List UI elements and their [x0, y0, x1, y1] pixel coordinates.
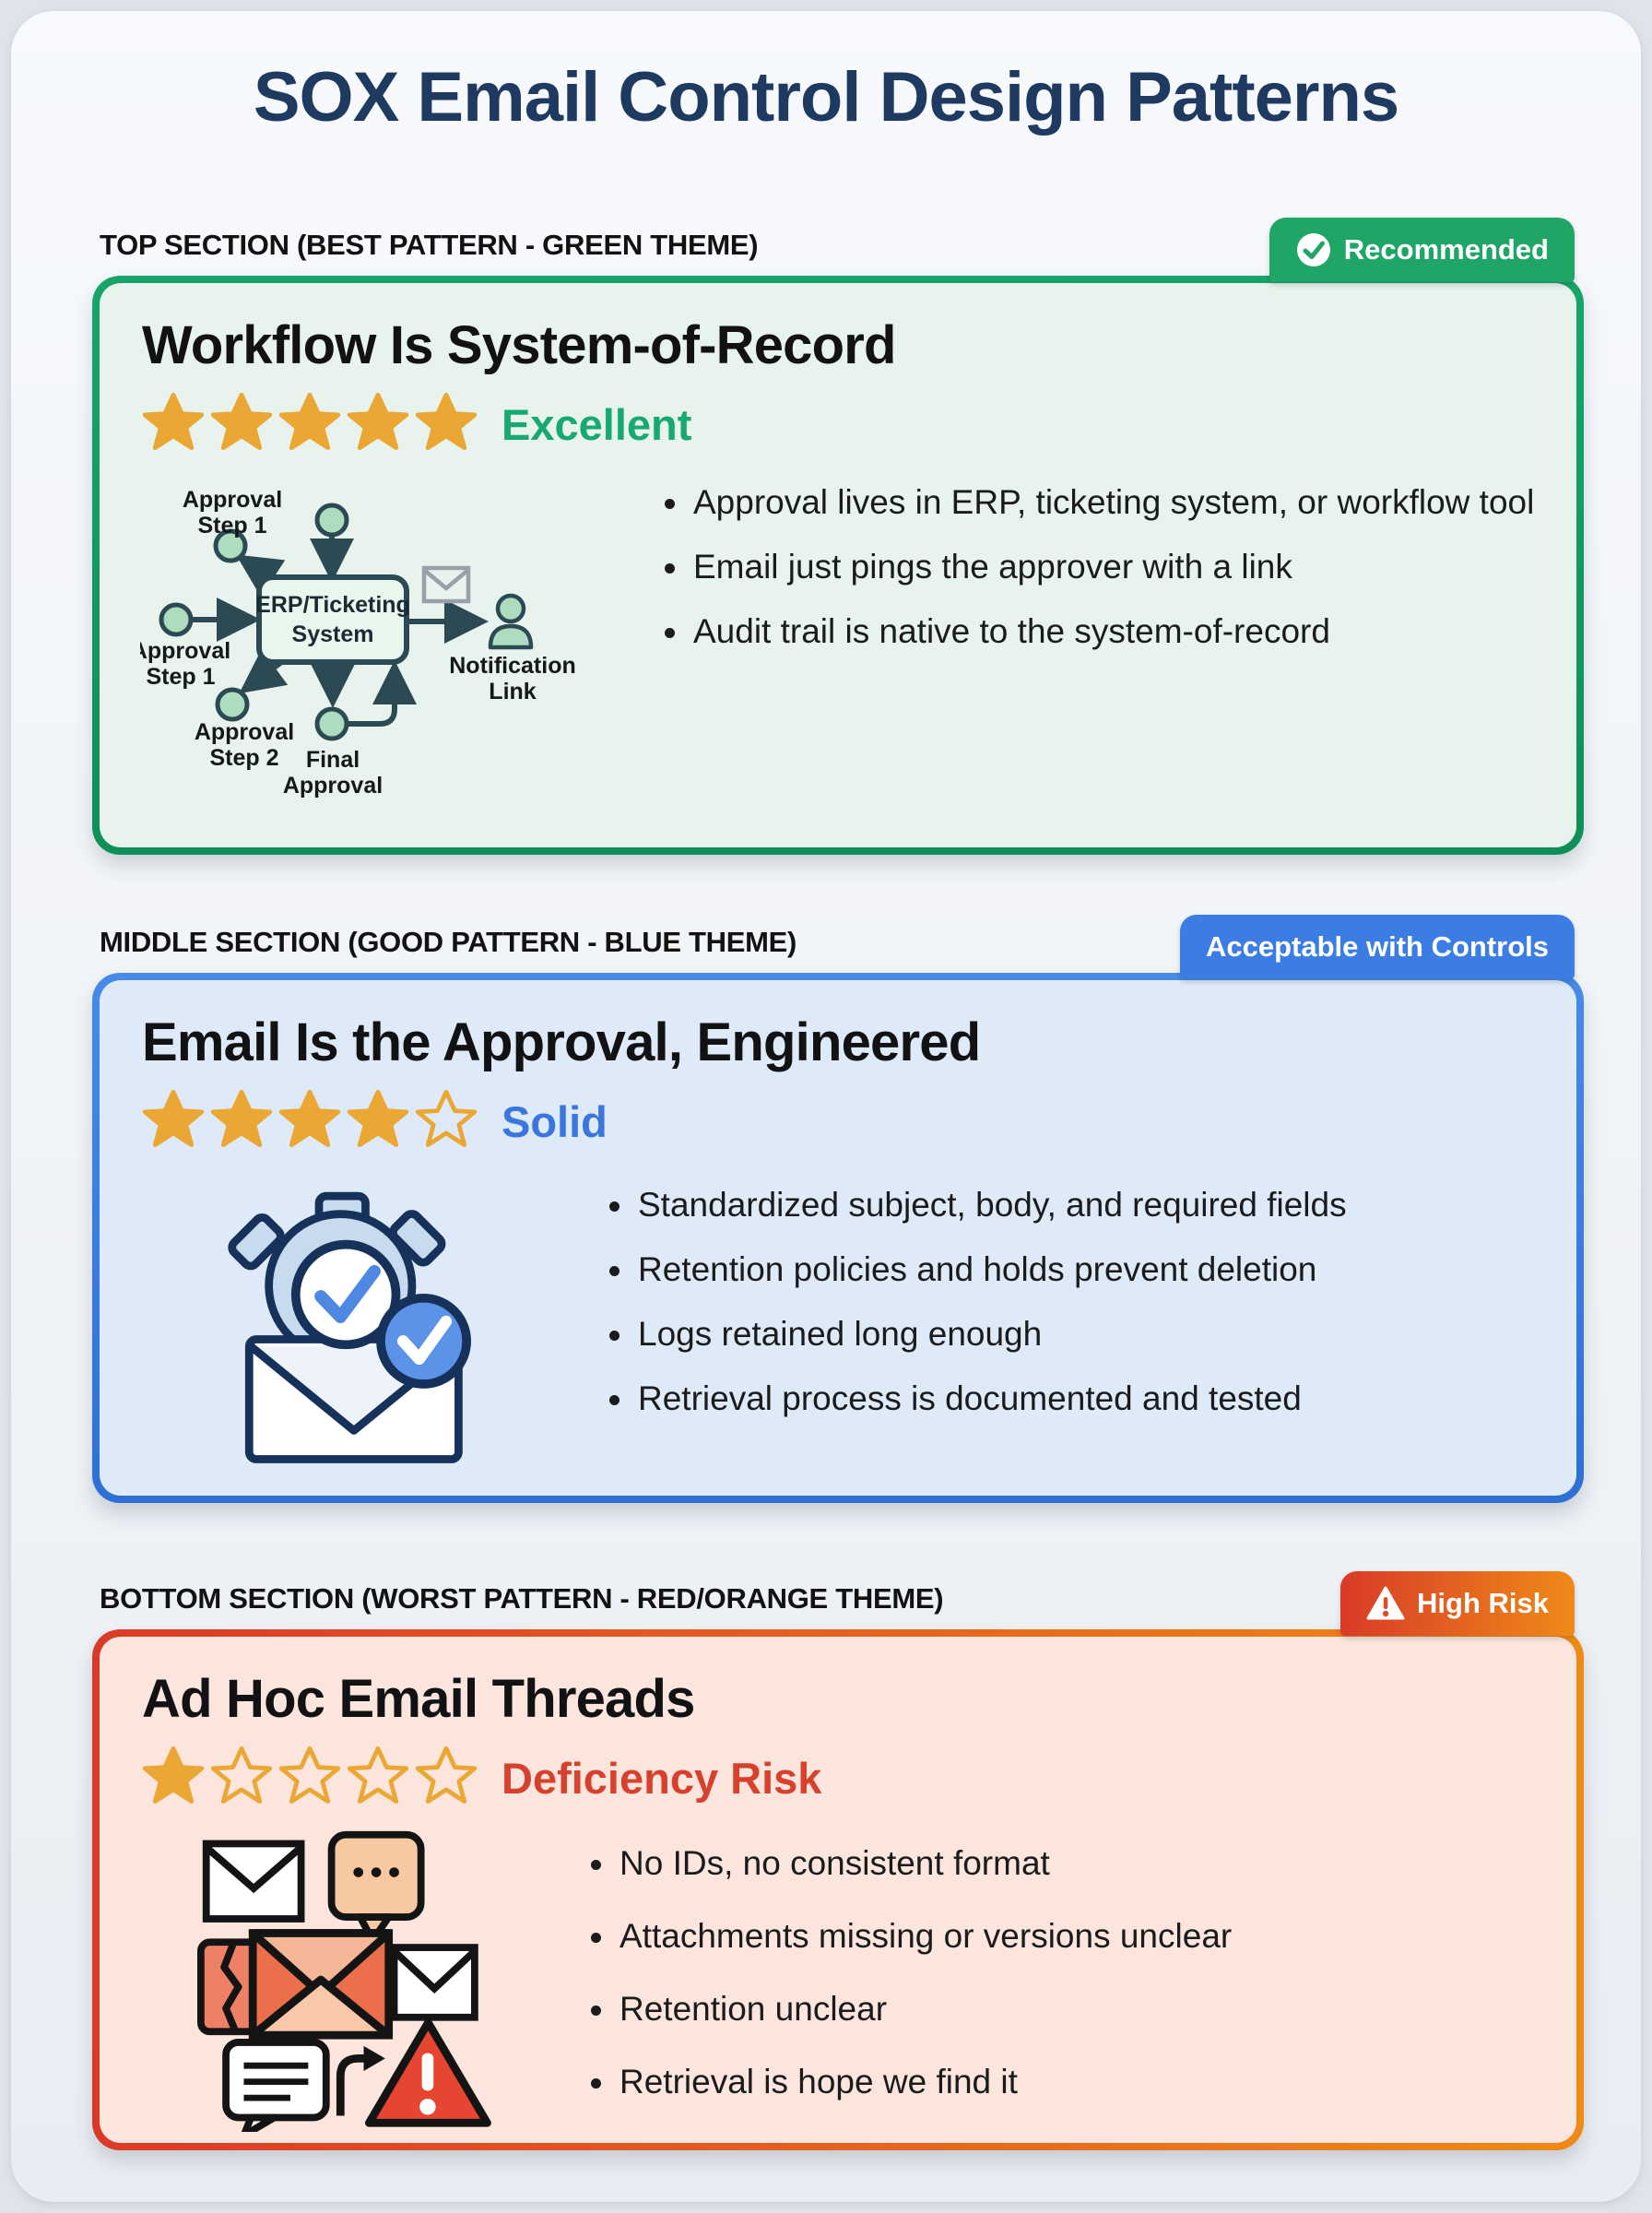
rating-row	[142, 1086, 1536, 1156]
workflow-diagram	[140, 474, 656, 840]
star-filled-icon	[278, 1088, 341, 1151]
page-title: SOX Email Control Design Patterns	[253, 58, 1399, 136]
card-columns	[140, 1171, 1536, 1480]
card-title: Ad Hoc Email Threads	[142, 1669, 695, 1729]
star-outline-icon	[415, 1745, 478, 1807]
check-circle-icon	[1295, 231, 1332, 268]
star-filled-icon	[210, 1088, 273, 1151]
acceptable-badge	[1180, 915, 1575, 979]
envelope-icon	[424, 568, 468, 601]
erp-system-box	[259, 577, 407, 662]
node-top	[317, 505, 347, 535]
label-approval-step2-1: Approval	[194, 719, 295, 745]
rating-label: Excellent	[502, 399, 692, 449]
envelope-icon	[395, 1947, 475, 2018]
bullet-list	[601, 1184, 1536, 1442]
star-filled-icon	[278, 391, 341, 454]
card-columns	[140, 474, 1536, 840]
high-risk-badge	[1340, 1571, 1575, 1636]
badge-label: High Risk	[1417, 1587, 1549, 1619]
rating-row	[142, 389, 1536, 459]
node-left	[161, 605, 191, 634]
bullet-item: Audit trail is native to the system-of-record	[656, 610, 1536, 654]
bullet-item: Retention policies and holds prevent deletion	[601, 1249, 1536, 1292]
erp-box-line1: ERP/Ticketing	[255, 592, 410, 618]
card-blue	[100, 980, 1576, 1496]
label-approval-step2-2: Step 2	[209, 745, 279, 771]
label-final-2: Approval	[282, 773, 384, 799]
label-notification-1: Notification	[449, 653, 576, 679]
rating-label: Solid	[502, 1096, 608, 1146]
card-green	[100, 283, 1576, 847]
label-approval-left-2: Step 1	[146, 664, 216, 690]
star-filled-icon	[415, 391, 478, 454]
card-frame-red	[92, 1629, 1584, 2150]
star-filled-icon	[347, 1088, 409, 1151]
bullet-item: Retrieval is hope we find it	[583, 2061, 1536, 2104]
bullet-item: Standardized subject, body, and required fields	[601, 1184, 1536, 1227]
engineered-email-art	[140, 1171, 601, 1480]
badge-label: Recommended	[1343, 233, 1549, 266]
erp-box-line2: System	[291, 621, 374, 647]
bullet-list	[583, 1842, 1536, 2134]
star-filled-icon	[142, 1745, 205, 1807]
star-rating	[142, 1745, 483, 1812]
label-approval-top-1: Approval	[182, 487, 283, 513]
bullet-item: Retrieval process is documented and tested	[601, 1378, 1536, 1421]
label-notification-2: Link	[489, 679, 537, 704]
person-icon	[490, 596, 531, 647]
bullet-item: Logs retained long enough	[601, 1313, 1536, 1356]
open-envelope-icon	[253, 1934, 389, 2036]
star-filled-icon	[142, 391, 205, 454]
section-middle-blue	[92, 915, 1584, 1514]
card-frame-blue	[92, 973, 1584, 1503]
star-outline-icon	[347, 1745, 409, 1807]
star-outline-icon	[210, 1745, 273, 1807]
recommended-badge	[1269, 218, 1575, 282]
arrow-final-return	[348, 671, 395, 724]
card-title: Email Is the Approval, Engineered	[142, 1012, 981, 1072]
section-top-green	[92, 218, 1584, 863]
rating-label: Deficiency Risk	[502, 1753, 822, 1803]
node-final	[317, 709, 347, 739]
email-gear-check-icon	[197, 1171, 502, 1475]
star-filled-icon	[142, 1088, 205, 1151]
section-bottom-red	[92, 1571, 1584, 2161]
star-filled-icon	[347, 391, 409, 454]
bullet-item: Approval lives in ERP, ticketing system, or workflow tool	[656, 481, 1536, 525]
label-final-1: Final	[305, 747, 360, 773]
infographic-page	[11, 11, 1641, 2202]
arrow-downleft-out	[248, 663, 280, 687]
label-approval-left-1: Approval	[140, 638, 231, 664]
star-rating	[142, 391, 483, 458]
bullet-item: Retention unclear	[583, 1988, 1536, 2031]
bullet-item: Attachments missing or versions unclear	[583, 1915, 1536, 1959]
node-step2	[218, 690, 247, 719]
messy-email-art	[140, 1828, 583, 2136]
label-approval-top-2: Step 1	[197, 513, 267, 538]
bullet-item: No IDs, no consistent format	[583, 1842, 1536, 1886]
bullet-list	[656, 481, 1536, 675]
chat-bubble-lines-icon	[226, 2042, 326, 2132]
card-title: Workflow Is System-of-Record	[142, 315, 896, 375]
section-label: BOTTOM SECTION (WORST PATTERN - RED/ORANGE THEME)	[100, 1582, 944, 1615]
badge-label: Acceptable with Controls	[1205, 930, 1549, 963]
card-columns	[140, 1828, 1536, 2136]
star-outline-icon	[415, 1088, 478, 1151]
rating-row	[142, 1743, 1536, 1813]
section-label: MIDDLE SECTION (GOOD PATTERN - BLUE THEME)	[100, 926, 797, 958]
adhoc-email-cluster-icon	[197, 1828, 502, 2132]
erp-workflow-diagram	[140, 474, 656, 835]
check-circle-filled	[381, 1298, 466, 1384]
chat-bubble-dots-icon	[332, 1835, 421, 1941]
star-rating	[142, 1088, 483, 1155]
warning-triangle-icon	[1366, 1586, 1405, 1621]
star-outline-icon	[278, 1745, 341, 1807]
star-filled-icon	[210, 391, 273, 454]
card-red	[100, 1637, 1576, 2143]
card-frame-green	[92, 276, 1584, 855]
bullet-item: Email just pings the approver with a link	[656, 546, 1536, 589]
envelope-icon	[206, 1843, 301, 1919]
section-label: TOP SECTION (BEST PATTERN - GREEN THEME)	[100, 229, 759, 261]
